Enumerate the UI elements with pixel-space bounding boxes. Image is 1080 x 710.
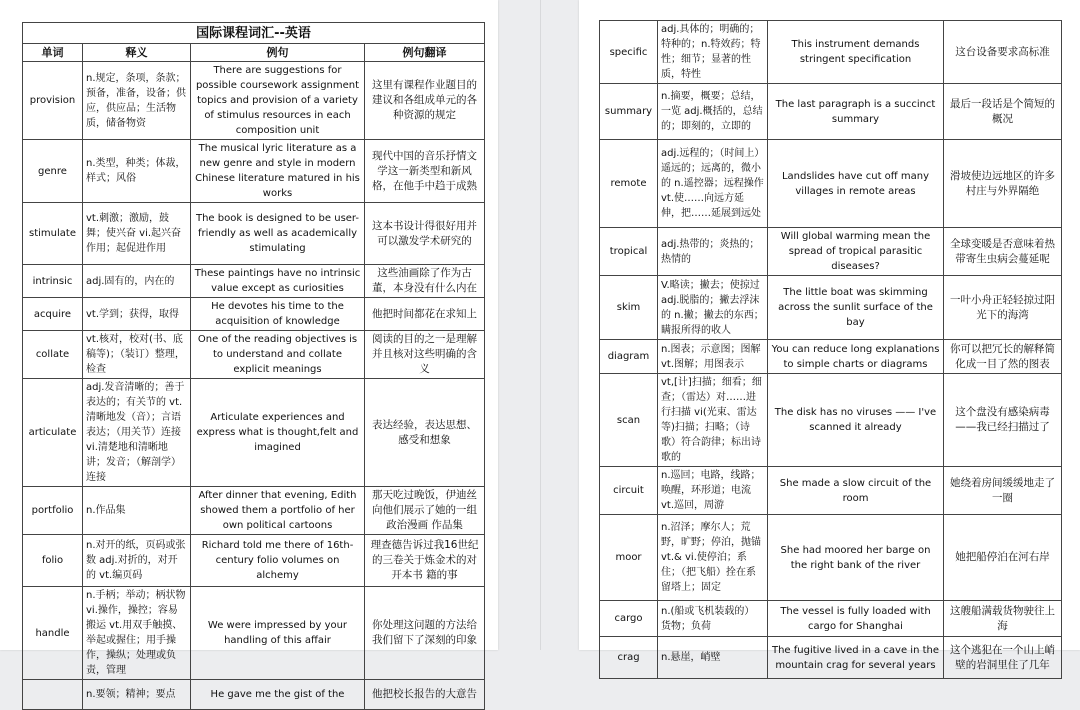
translation-cell: 一叶小舟正轻轻掠过阳光下的海湾 xyxy=(944,276,1062,340)
meaning-cell: n.要领；精神；要点 xyxy=(83,680,191,710)
translation-cell: 理查德告诉过我16世纪的三卷关于炼金术的对开本书 籍的事 xyxy=(365,535,485,587)
translation-cell: 这个盘没有感染病毒——我已经扫描过了 xyxy=(944,374,1062,467)
table-row xyxy=(23,331,485,379)
translation-cell: 现代中国的音乐抒情文学这一新类型和新风格，在他手中趋于成熟 xyxy=(365,140,485,203)
meaning-cell: vt.学到；获得，取得 xyxy=(83,298,191,331)
example-sentence-cell: One of the reading objectives is to understand and collate explicit meanings xyxy=(191,331,365,379)
meaning-cell: adj.热带的；炎热的；热情的 xyxy=(658,228,768,276)
page-gutter xyxy=(540,0,541,650)
word-cell: stimulate xyxy=(23,203,83,265)
table-row xyxy=(23,62,485,140)
translation-cell: 滑坡使边远地区的许多村庄与外界隔绝 xyxy=(944,140,1062,228)
meaning-cell: n.悬崖，峭壁 xyxy=(658,637,768,679)
word-cell: folio xyxy=(23,535,83,587)
meaning-cell: vt,[计]扫描；细看；细查；（雷达）对……进行扫描 vi(光束、雷达等)扫描；扫略；（诗歌）符合韵律；标出诗歌的 xyxy=(658,374,768,467)
example-sentence-cell: Richard told me there of 16th-century folio volumes on alchemy xyxy=(191,535,365,587)
document-page-right xyxy=(579,0,1080,671)
example-sentence-cell: He devotes his time to the acquisition of knowledge xyxy=(191,298,365,331)
translation-cell: 他把校长报告的大意告 xyxy=(365,680,485,710)
meaning-cell: n.摘要，概要；总结，一览 adj.概括的，总结的；即刻的，立即的 xyxy=(658,84,768,140)
word-cell: tropical xyxy=(600,228,658,276)
header-meaning: 释义 xyxy=(83,44,191,62)
example-sentence-cell: Landslides have cut off many villages in remote areas xyxy=(768,140,944,228)
table-row xyxy=(23,487,485,535)
header-word: 单词 xyxy=(23,44,83,62)
word-cell: handle xyxy=(23,587,83,680)
document-page-left xyxy=(0,0,498,700)
word-cell: remote xyxy=(600,140,658,228)
table-row xyxy=(23,298,485,331)
word-cell: intrinsic xyxy=(23,265,83,298)
meaning-cell: vt.刺激；激励，鼓舞；使兴奋 vi.起兴奋作用；起促进作用 xyxy=(83,203,191,265)
translation-cell: 这台设备要求高标准 xyxy=(944,21,1062,84)
example-sentence-cell: We were impressed by your handling of this affair xyxy=(191,587,365,680)
meaning-cell: n.图表；示意图；图解 vt.图解；用图表示 xyxy=(658,340,768,374)
example-sentence-cell: The little boat was skimming across the sunlit surface of the bay xyxy=(768,276,944,340)
translation-cell: 这个逃犯在一个山上峭壁的岩洞里住了几年 xyxy=(944,637,1062,679)
translation-cell: 最后一段话是个简短的概况 xyxy=(944,84,1062,140)
table-row xyxy=(600,340,1062,374)
header-translation: 例句翻译 xyxy=(365,44,485,62)
example-sentence-cell: The disk has no viruses —— I've scanned it already xyxy=(768,374,944,467)
word-cell: portfolio xyxy=(23,487,83,535)
example-sentence-cell: After dinner that evening, Edith showed them a portfolio of her own political cartoons xyxy=(191,487,365,535)
example-sentence-cell: There are suggestions for possible coursework assignment topics and provision of a variety of stimulus resources in each composition unit xyxy=(191,62,365,140)
word-cell: diagram xyxy=(600,340,658,374)
translation-cell: 那天吃过晚饭，伊迪丝向他们展示了她的一组政治漫画 作品集 xyxy=(365,487,485,535)
meaning-cell: n.沼泽；摩尔人；荒野，旷野；停泊，抛锚 vt.& vi.使停泊；系住；（把飞船）拴在系留塔上；固定 xyxy=(658,515,768,601)
table-row xyxy=(600,228,1062,276)
translation-cell: 全球变暖是否意味着热带寄生虫病会蔓延呢 xyxy=(944,228,1062,276)
translation-cell: 表达经验，表达思想、感受和想象 xyxy=(365,379,485,487)
translation-cell: 这里有课程作业题目的建议和各组成单元的各种资源的规定 xyxy=(365,62,485,140)
translation-cell: 这些油画除了作为古董，本身没有什么内在 xyxy=(365,265,485,298)
meaning-cell: adj.具体的；明确的；特种的；n.特效药；特性；细节；显著的性质，特性 xyxy=(658,21,768,84)
table-row xyxy=(23,535,485,587)
table-row xyxy=(600,637,1062,679)
meaning-cell: adj.远程的；（时间上）遥远的；远离的，微小的 n.遥控器；远程操作 vt.使……向远方延伸，把……延展到远处 xyxy=(658,140,768,228)
example-sentence-cell: This instrument demands stringent specification xyxy=(768,21,944,84)
word-cell: summary xyxy=(600,84,658,140)
meaning-cell: n.(船或飞机装载的）货物；负荷 xyxy=(658,601,768,637)
word-cell: articulate xyxy=(23,379,83,487)
example-sentence-cell: Articulate experiences and express what is thought,felt and imagined xyxy=(191,379,365,487)
word-cell: moor xyxy=(600,515,658,601)
translation-cell: 她绕着房间缓缓地走了一圈 xyxy=(944,467,1062,515)
example-sentence-cell: These paintings have no intrinsic value except as curiosities xyxy=(191,265,365,298)
table-row xyxy=(23,140,485,203)
table-row xyxy=(600,21,1062,84)
example-sentence-cell: The musical lyric literature as a new genre and style in modern Chinese literature matured in his works xyxy=(191,140,365,203)
word-cell: circuit xyxy=(600,467,658,515)
word-cell: collate xyxy=(23,331,83,379)
example-sentence-cell: You can reduce long explanations to simple charts or diagrams xyxy=(768,340,944,374)
meaning-cell: vt.核对，校对(书、底稿等)；（装订）整理，检查 xyxy=(83,331,191,379)
table-row xyxy=(600,140,1062,228)
meaning-cell: n.规定，条项，条款；预备，准备，设备；供应，供应品；生活物质，储备物资 xyxy=(83,62,191,140)
example-sentence-cell: The vessel is fully loaded with cargo for Shanghai xyxy=(768,601,944,637)
meaning-cell: adj.固有的，内在的 xyxy=(83,265,191,298)
example-sentence-cell: The last paragraph is a succinct summary xyxy=(768,84,944,140)
example-sentence-cell: The book is designed to be user-friendly as well as academically stimulating xyxy=(191,203,365,265)
table-row xyxy=(23,680,485,710)
table-title: 国际课程词汇--英语 xyxy=(23,23,485,44)
word-cell: genre xyxy=(23,140,83,203)
word-cell: skim xyxy=(600,276,658,340)
meaning-cell: n.手柄；举动；柄状物 vi.操作，操控；容易搬运 vt.用双手触摸、举起或握住；用手操作，操纵；处理或负责，管理 xyxy=(83,587,191,680)
table-row xyxy=(600,515,1062,601)
word-cell xyxy=(23,680,83,710)
word-cell: provision xyxy=(23,62,83,140)
table-row xyxy=(23,379,485,487)
table-row xyxy=(600,276,1062,340)
meaning-cell: n.类型，种类；体裁，样式；风俗 xyxy=(83,140,191,203)
translation-cell: 这本书设计得很好用并可以激发学术研究的 xyxy=(365,203,485,265)
meaning-cell: adj.发音清晰的；善于表达的；有关节的 vt.清晰地发（音）；言语表达；（用关节）连接 vi.清楚地和清晰地讲；发音；（解剖学）连接 xyxy=(83,379,191,487)
translation-cell: 他把时间都花在求知上 xyxy=(365,298,485,331)
translation-cell: 阅读的目的之一是理解并且核对这些明确的含义 xyxy=(365,331,485,379)
word-cell: acquire xyxy=(23,298,83,331)
word-cell: scan xyxy=(600,374,658,467)
meaning-cell: n.巡回；电路，线路；唤醒，环形道；电流 vt.巡回，周游 xyxy=(658,467,768,515)
meaning-cell: n.作品集 xyxy=(83,487,191,535)
translation-cell: 这艘船满载货物驶往上海 xyxy=(944,601,1062,637)
table-row xyxy=(600,601,1062,637)
meaning-cell: V.略读；撇去；使掠过 adj.脱脂的；撇去浮沫的 n.撇；撇去的东西；瞒报所得的收人 xyxy=(658,276,768,340)
word-cell: cargo xyxy=(600,601,658,637)
example-sentence-cell: He gave me the gist of the xyxy=(191,680,365,710)
example-sentence-cell: She had moored her barge on the right bank of the river xyxy=(768,515,944,601)
example-sentence-cell: The fugitive lived in a cave in the mountain crag for several years xyxy=(768,637,944,679)
example-sentence-cell: Will global warming mean the spread of tropical parasitic diseases? xyxy=(768,228,944,276)
table-row xyxy=(600,467,1062,515)
table-row xyxy=(600,84,1062,140)
header-sentence: 例句 xyxy=(191,44,365,62)
translation-cell: 你处理这问题的方法给我们留下了深刻的印象 xyxy=(365,587,485,680)
table-row xyxy=(23,587,485,680)
example-sentence-cell: She made a slow circuit of the room xyxy=(768,467,944,515)
translation-cell: 你可以把冗长的解释简化成一目了然的图表 xyxy=(944,340,1062,374)
table-row xyxy=(23,265,485,298)
word-cell: crag xyxy=(600,637,658,679)
table-row xyxy=(23,203,485,265)
translation-cell: 她把船停泊在河右岸 xyxy=(944,515,1062,601)
meaning-cell: n.对开的纸，页码或张数 adj.对折的，对开的 vt.编页码 xyxy=(83,535,191,587)
table-row xyxy=(600,374,1062,467)
word-cell: specific xyxy=(600,21,658,84)
vocabulary-table-right xyxy=(599,20,1062,679)
vocabulary-table-left xyxy=(22,22,485,710)
